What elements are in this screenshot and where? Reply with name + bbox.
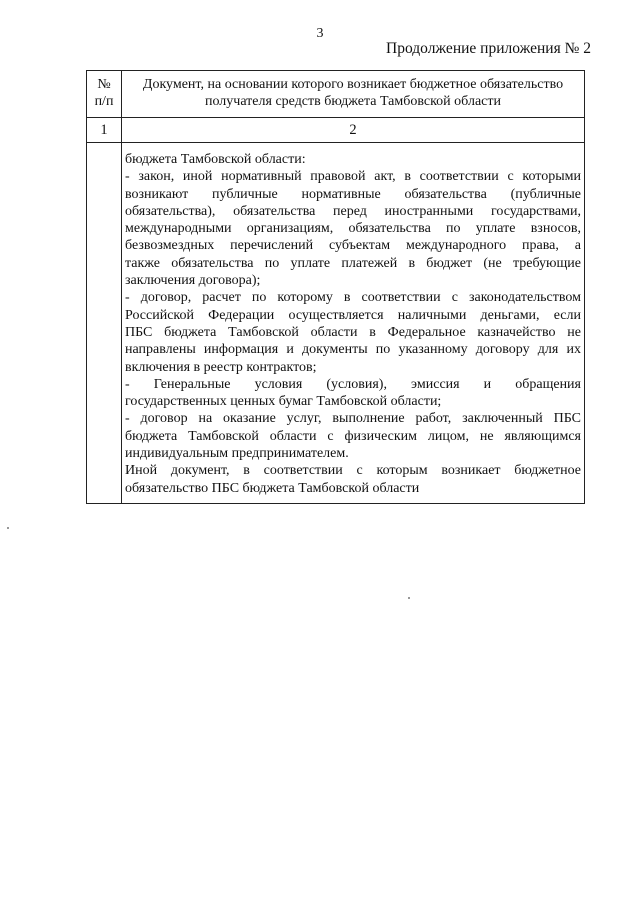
- column-number-header-line: п/п: [94, 94, 114, 109]
- document-text-line: - договор, расчет по которому в соответствии с законодательством: [125, 290, 581, 306]
- document-text-line: обязательства), обязательства перед иностранными государствами,: [125, 203, 581, 219]
- document-text: [125, 151, 581, 497]
- obligation-documents-table: [86, 70, 585, 504]
- document-text-line: государственных ценных бумаг Тамбовской области;: [125, 394, 442, 410]
- column-document-header-line: Документ, на основании которого возникает бюджетное обязательство: [142, 77, 564, 92]
- document-text-line: Российской Федерации осуществляется наличными деньгами, если: [125, 307, 581, 323]
- row-document-cell: [122, 143, 585, 504]
- document-text-line: международными организациям, обязательства по уплате взносов,: [125, 221, 581, 237]
- document-text-line: бюджета Тамбовской области:: [125, 152, 306, 167]
- document-text-line: обязательство ПБС бюджета Тамбовской области: [125, 480, 420, 496]
- column-index-2: 2: [122, 118, 585, 143]
- document-text-line: ПБС бюджета Тамбовской области в Федеральное казначейство не: [125, 324, 581, 340]
- column-index-1: 1: [87, 118, 122, 143]
- column-number-header-line: №: [97, 77, 111, 92]
- appendix-continuation-label: Продолжение приложения № 2: [386, 40, 591, 57]
- scan-speck: [408, 597, 410, 599]
- document-text-line: безвозмездных перечислений субъектам международного права, а: [125, 238, 581, 254]
- document-text-line: заключения договора);: [125, 273, 261, 289]
- document-text-line: - Генеральные условия (условия), эмиссия и обращения: [125, 376, 581, 392]
- column-document-header-line: получателя средств бюджета Тамбовской области: [205, 94, 501, 109]
- table-index-row: [87, 118, 585, 143]
- scan-speck: [7, 527, 9, 529]
- table-row: [87, 143, 585, 504]
- document-text-line: бюджета Тамбовской области с физическим лицом, не являющимся: [125, 428, 581, 444]
- document-text-line: направлены информация и документы по указанному договору для их: [125, 342, 581, 358]
- document-text-line: Иной документ, в соответствии с которым возникает бюджетное: [125, 463, 581, 479]
- document-text-line: также обязательства по уплате платежей в бюджет (не требующие: [125, 255, 581, 271]
- page-number: 3: [316, 26, 324, 41]
- document-text-line: включения в реестр контрактов;: [125, 359, 317, 375]
- column-number-header: [87, 71, 122, 118]
- document-text-line: - закон, иной нормативный правовой акт, в соответствии с которыми: [125, 169, 581, 185]
- document-text-line: индивидуальным предпринимателем.: [125, 446, 349, 462]
- column-document-header: [122, 71, 585, 118]
- row-number-cell: [87, 143, 122, 504]
- table-header-row: [87, 71, 585, 118]
- document-text-line: возникают публичные нормативные обязательства (публичные: [125, 186, 581, 202]
- document-text-line: - договор на оказание услуг, выполнение работ, заключенный ПБС: [125, 411, 581, 427]
